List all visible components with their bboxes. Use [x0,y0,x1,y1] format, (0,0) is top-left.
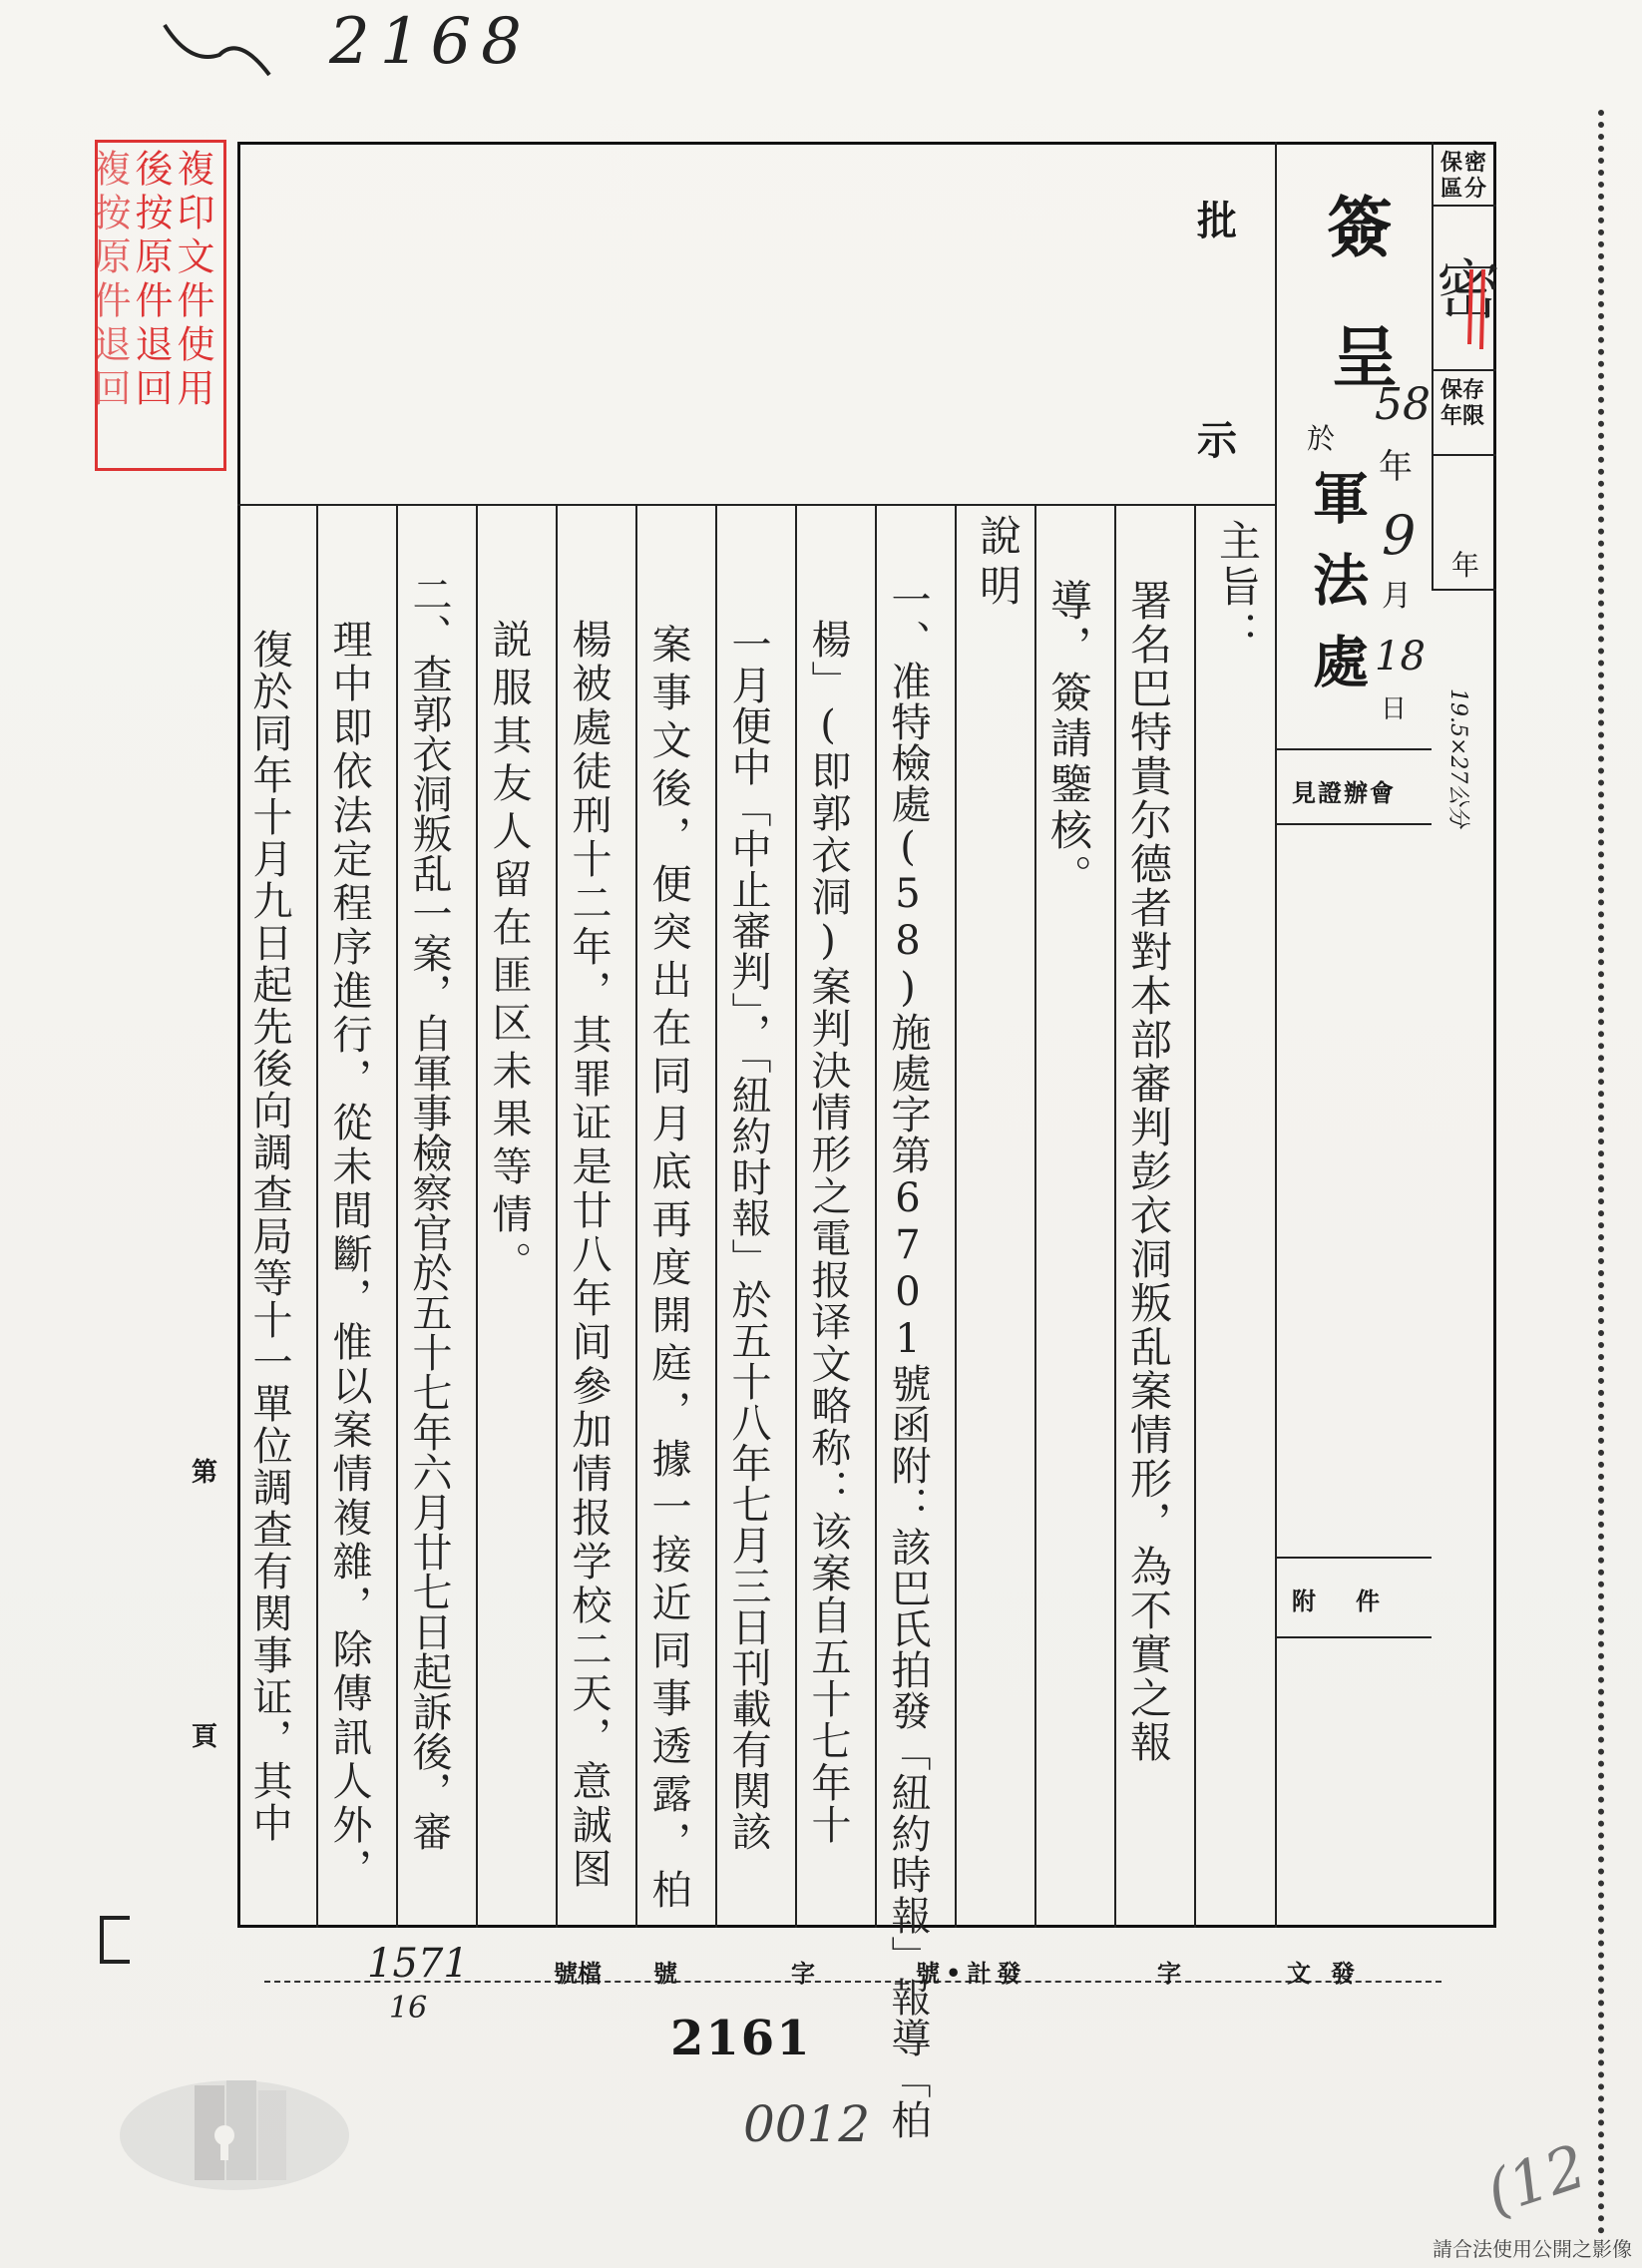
body-col-rule [1034,504,1036,1928]
body-col-rule [955,504,957,1928]
secret-box-divider-4 [1432,589,1496,591]
num-sub: 16 [389,1991,428,2026]
secret-box-divider-2 [1432,369,1496,371]
explanation-label: 說明 [974,514,1023,614]
size-note: 19.5×27公分 [1445,688,1470,828]
title-char-1: 簽 [1327,189,1393,266]
footer-field-5: 字 [1157,1959,1181,1988]
date-month-unit: 月 [1382,579,1412,614]
top-scribble-mark [160,15,279,95]
footer-field-4: 號•計發 [916,1959,1027,1988]
secret-red-marks [1461,264,1491,354]
archive-logo-icon [115,2055,354,2205]
red-stamp-col1: 複印文件使用 [171,149,214,412]
body-line: 説服其友人留在匪区未果等情。 [486,619,532,1289]
attachment-row-top [1275,1557,1432,1559]
body-col-rule [1194,504,1196,1928]
num-label: 1571 [367,1941,469,1987]
at-label: 於 [1307,422,1336,455]
seal-row-top [1275,748,1432,750]
body-line: 一月便中「中止審判」，「紐約时報」於五十八年七月三日刊載有関該 [725,624,771,1852]
approval-label-1: 批 [1197,198,1237,244]
body-line: 理中即依法定程序進行，從未間斷，惟以案情複雜，除傳訊人外， [326,619,372,1892]
date-day-unit: 日 [1381,694,1408,724]
stamp-number: 2161 [670,2011,812,2066]
copyright-note: 請合法使用公開之影像 [1433,2237,1632,2261]
subject-label: 主旨： [1213,519,1262,657]
page-label-2: 頁 [192,1722,218,1752]
footer-field-2: 號 [653,1959,677,1988]
top-scribble: 2168 [329,5,532,79]
body-col-rule [476,504,478,1928]
body-line: 一、准特檢處(58)施處字第6701號函附：該巴氏拍發「紐約時報」報導「柏 [885,579,931,2140]
date-month: 9 [1382,504,1417,567]
date-year-unit: 年 [1379,447,1413,487]
footer-field-6: 文發 [1287,1959,1375,1988]
subject-line-1: 署名巴特貴尔德者對本部審判彭衣洞叛乱案情形，為不實之報 [1124,579,1173,1764]
secret-value: 密 [1437,254,1500,328]
red-copy-stamp [87,140,226,471]
title-char-2: 呈 [1332,318,1398,396]
footer-field-1: 號檔 [554,1959,602,1988]
scan-edge-dots [1598,110,1604,2235]
left-bracket-mark [100,1916,130,1964]
seal-label: 見證辦會 [1292,778,1396,807]
header-body-divider [1275,142,1277,1928]
body-col-rule [715,504,717,1928]
subject-line-2: 導，簽請鑒核。 [1044,579,1093,900]
retention-label: 保存年限 [1440,377,1485,429]
body-line: 二、查郭衣洞叛乱一案，自軍事檢察官於五十七年六月廿七日起訴後，審 [406,574,452,1851]
body-col-rule [396,504,398,1928]
secret-box [1432,142,1496,591]
red-stamp-col3: 複按原件退回 [87,149,131,412]
seal-row-bottom [1275,823,1432,825]
handwritten-number: 0012 [743,2095,871,2153]
date-year: 58 [1375,379,1431,430]
attachment-row-bottom [1275,1636,1432,1638]
retention-unit: 年 [1451,549,1480,582]
corner-scribble: (12 [1477,2131,1595,2229]
unit-name: 軍法處 [1304,469,1370,714]
approval-label-2: 示 [1197,417,1237,464]
approval-band-bottom [237,504,1275,506]
body-col-rule [1114,504,1116,1928]
secret-box-divider-1 [1432,205,1496,207]
body-line: 案事文後，便突出在同月底再度開庭，據一接近同事透露，柏 [645,624,691,1917]
body-col-rule [635,504,637,1928]
body-line: 復於同年十月九日起先後向調查局等十一單位調查有関事证，其中 [246,629,292,1844]
body-col-rule [556,504,558,1928]
attachment-label: 附件 [1292,1587,1420,1615]
body-col-rule [316,504,318,1928]
body-col-rule [875,504,877,1928]
page-label-1: 第 [192,1458,218,1488]
secret-label: 保密區分 [1440,150,1489,202]
red-stamp-col2: 後按原件退回 [129,149,173,412]
secret-box-divider-3 [1432,454,1496,456]
date-day: 18 [1375,634,1426,680]
body-col-rule [795,504,797,1928]
body-line: 楊被處徒刑十二年，其罪证是廿八年间參加情报学校二天，意誠图 [566,619,612,1892]
footer-field-3: 字 [791,1959,815,1988]
body-line: 楊」(即郭衣洞)案判決情形之電报译文略称：该案自五十七年十 [805,619,851,1846]
